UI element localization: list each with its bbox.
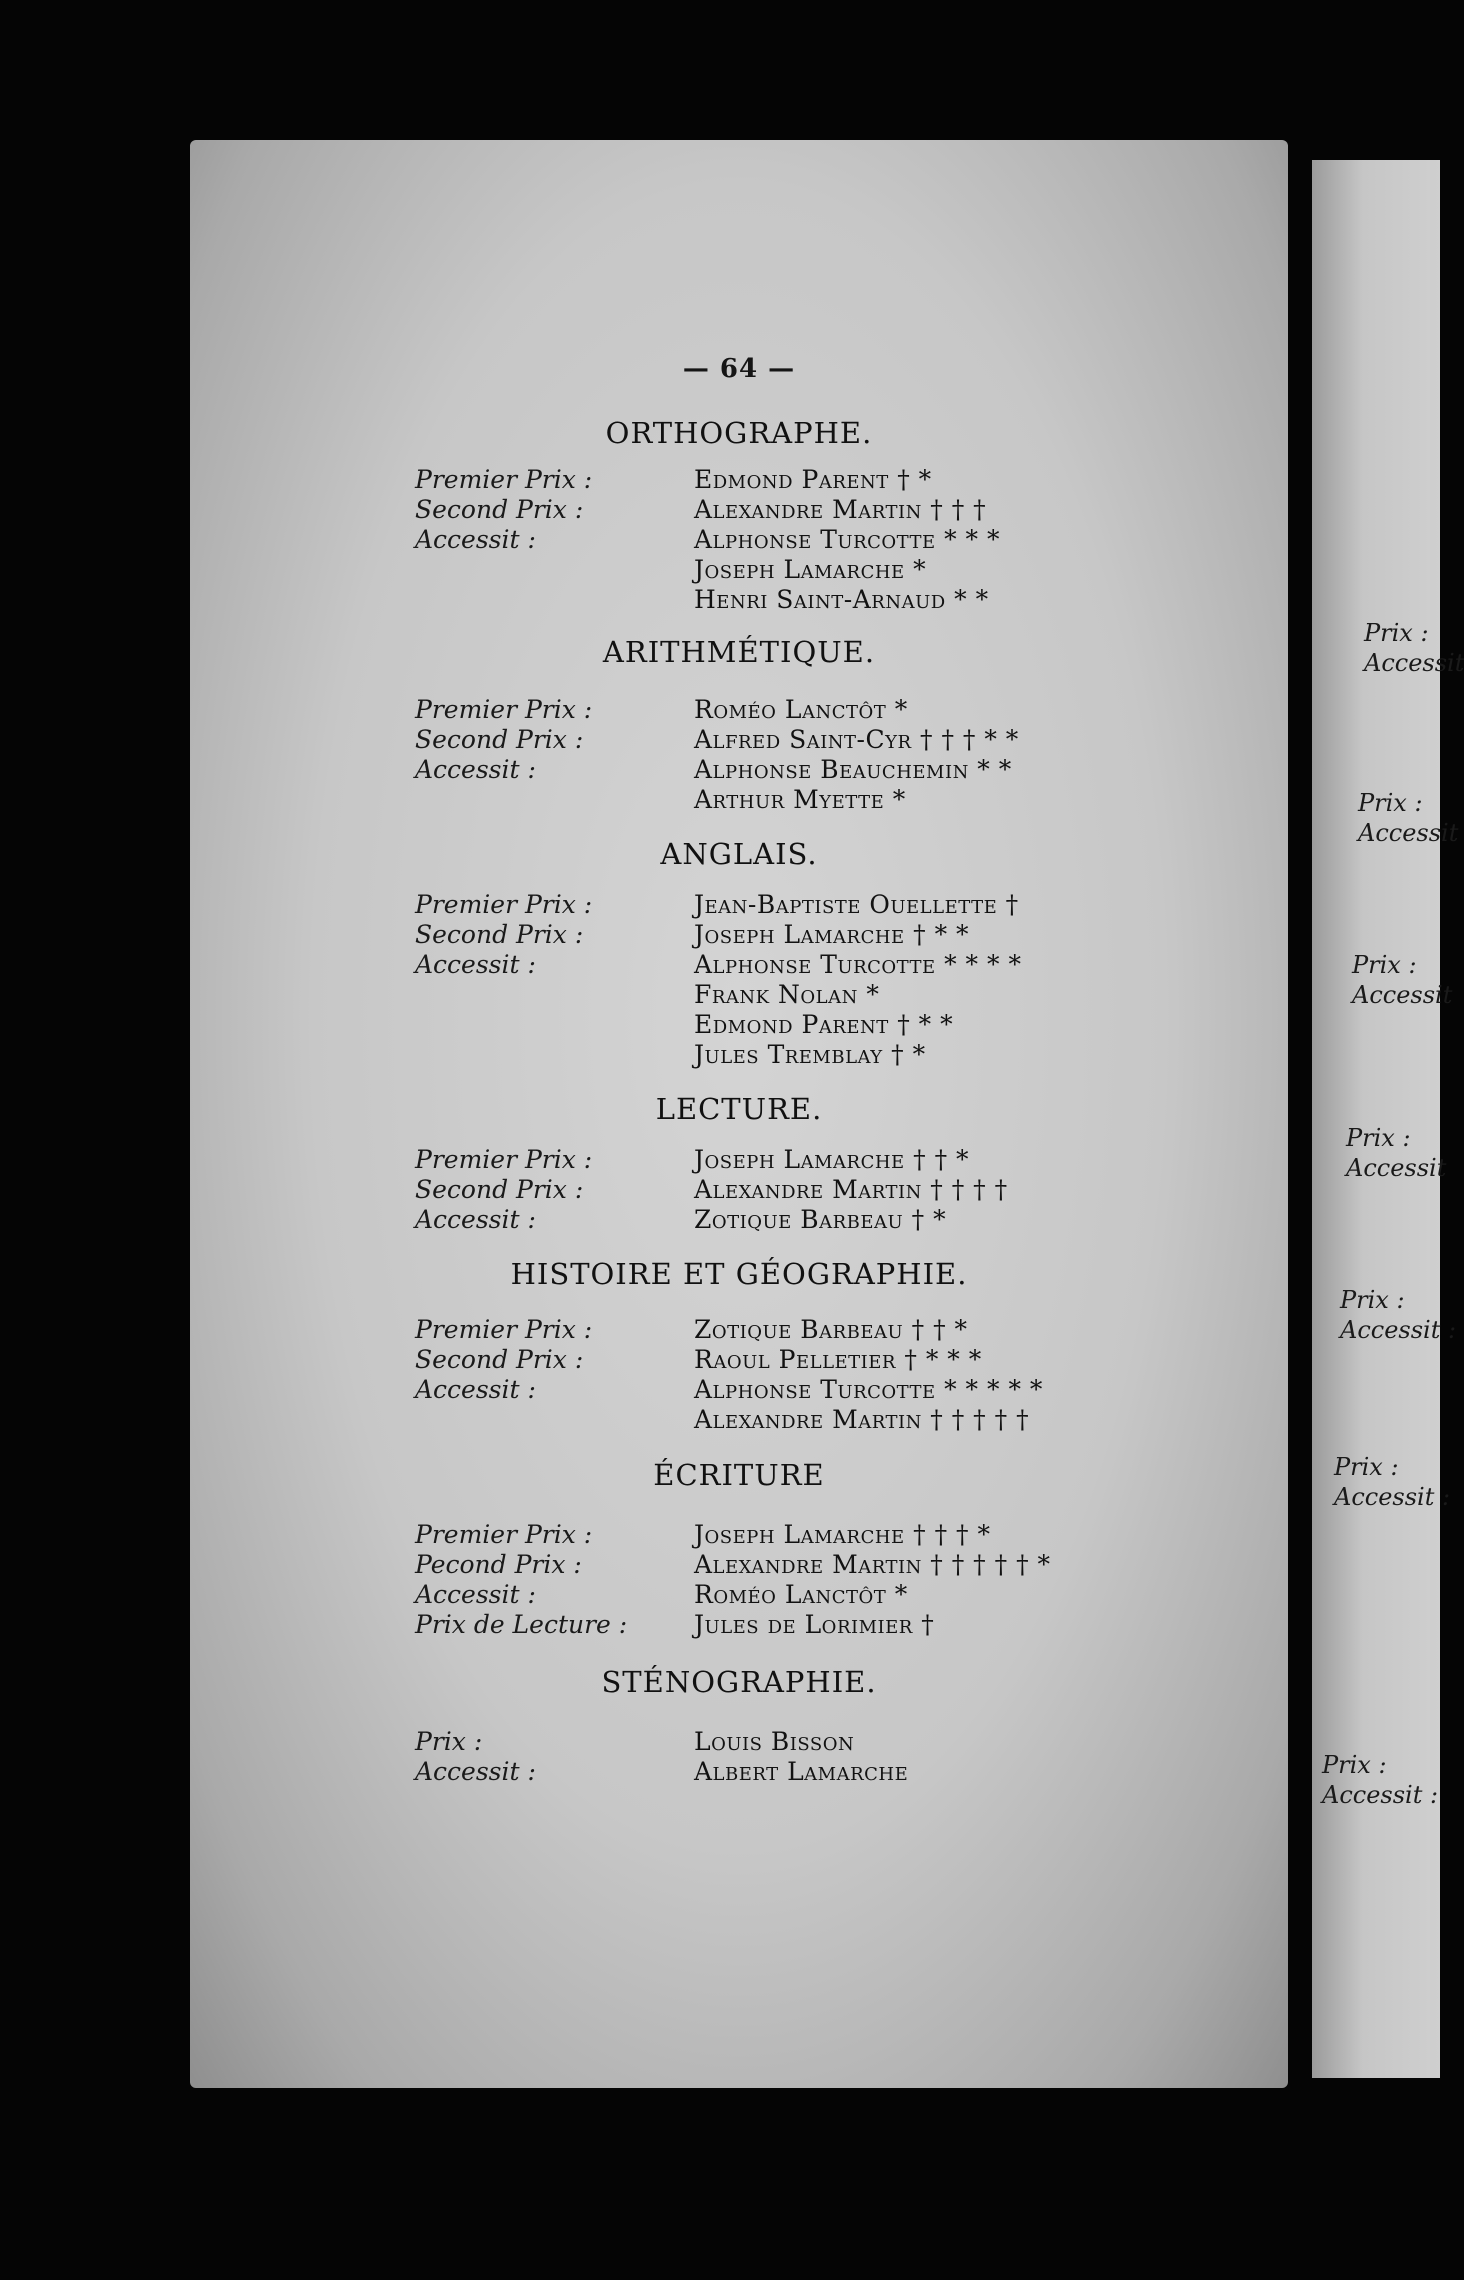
adjacent-page-label: Prix : — [1340, 1286, 1405, 1314]
award-label: Premier Prix : — [415, 1520, 593, 1549]
student-entry: Jules de Lorimier † — [694, 1610, 935, 1639]
student-entry: Roméo Lanctôt * — [694, 695, 908, 724]
section-heading-histoire-geographie: HISTOIRE ET GÉOGRAPHIE. — [510, 1257, 968, 1291]
adjacent-page-label: Prix : — [1346, 1124, 1411, 1152]
award-label: Premier Prix : — [415, 1145, 593, 1174]
award-label: Second Prix : — [415, 1345, 584, 1374]
award-label: Second Prix : — [415, 920, 584, 949]
student-entry: Alphonse Turcotte * * * * — [694, 950, 1022, 979]
student-entry: Zotique Barbeau † † * — [694, 1315, 968, 1344]
section-heading-arithmetique: ARITHMÉTIQUE. — [602, 635, 876, 669]
student-entry: Alfred Saint-Cyr † † † * * — [694, 725, 1019, 754]
award-label: Premier Prix : — [415, 1315, 593, 1344]
adjacent-page-label: Prix : — [1364, 619, 1429, 647]
award-label: Accessit : — [415, 525, 536, 554]
student-entry: Albert Lamarche — [694, 1757, 909, 1786]
award-label: Accessit : — [415, 1205, 536, 1234]
award-label: Second Prix : — [415, 495, 584, 524]
adjacent-page-label: Prix : — [1352, 951, 1417, 979]
section-heading-stenographie: STÉNOGRAPHIE. — [601, 1665, 877, 1699]
student-entry: Zotique Barbeau † * — [694, 1205, 947, 1234]
award-label: Accessit : — [415, 1375, 536, 1404]
award-label: Premier Prix : — [415, 890, 593, 919]
section-heading-ecriture: ÉCRITURE — [653, 1458, 825, 1492]
student-entry: Joseph Lamarche † † † * — [694, 1520, 991, 1549]
student-entry: Raoul Pelletier † * * * — [694, 1345, 982, 1374]
student-entry: Alexandre Martin † † † † — [694, 1175, 1008, 1204]
student-entry: Alexandre Martin † † † † † — [694, 1405, 1030, 1434]
student-entry: Jean-Baptiste Ouellette † — [694, 890, 1019, 919]
adjacent-page-label: Prix : — [1334, 1453, 1399, 1481]
student-entry: Alexandre Martin † † † — [694, 495, 987, 524]
student-entry: Joseph Lamarche † † * — [694, 1145, 970, 1174]
award-label: Pecond Prix : — [415, 1550, 582, 1579]
adjacent-page-label: Accessit : — [1322, 1781, 1439, 1809]
section-heading-orthographe: ORTHOGRAPHE. — [605, 416, 873, 450]
student-entry: Joseph Lamarche † * * — [694, 920, 970, 949]
award-label: Accessit : — [415, 1757, 536, 1786]
award-label: Premier Prix : — [415, 695, 593, 724]
adjacent-page-label: Accessit — [1358, 819, 1459, 847]
student-entry: Louis Bisson — [694, 1727, 855, 1756]
award-label: Accessit : — [415, 755, 536, 784]
award-label: Premier Prix : — [415, 465, 593, 494]
adjacent-page-label: Accessit — [1346, 1154, 1447, 1182]
student-entry: Alphonse Turcotte * * * — [694, 525, 1000, 554]
student-entry: Henri Saint-Arnaud * * — [694, 585, 989, 614]
student-entry: Roméo Lanctôt * — [694, 1580, 908, 1609]
student-entry: Frank Nolan * — [694, 980, 880, 1009]
section-heading-anglais: ANGLAIS. — [660, 837, 818, 871]
adjacent-page-label: Prix : — [1322, 1751, 1387, 1779]
award-label: Accessit : — [415, 950, 536, 979]
adjacent-page-edge — [1312, 160, 1464, 2078]
award-label: Second Prix : — [415, 1175, 584, 1204]
award-label: Accessit : — [415, 1580, 536, 1609]
student-entry: Alphonse Turcotte * * * * * — [694, 1375, 1043, 1404]
adjacent-page-label: Accessit — [1364, 649, 1464, 677]
page-number: — 64 — — [682, 354, 796, 384]
student-entry: Jules Tremblay † * — [694, 1040, 926, 1069]
award-label: Prix : — [415, 1727, 483, 1756]
student-entry: Arthur Myette * — [694, 785, 906, 814]
student-entry: Alexandre Martin † † † † † * — [694, 1550, 1051, 1579]
student-entry: Joseph Lamarche * — [694, 555, 927, 584]
scanned-page — [190, 140, 1288, 2088]
adjacent-page-label: Accessit — [1352, 981, 1453, 1009]
section-heading-lecture: LECTURE. — [655, 1092, 823, 1126]
adjacent-page-label: Prix : — [1358, 789, 1423, 817]
adjacent-page-label: Accessit : — [1334, 1483, 1451, 1511]
adjacent-page-label: Accessit : — [1340, 1316, 1457, 1344]
student-entry: Alphonse Beauchemin * * — [694, 755, 1012, 784]
student-entry: Edmond Parent † * — [694, 465, 932, 494]
award-label: Prix de Lecture : — [415, 1610, 628, 1639]
award-label: Second Prix : — [415, 725, 584, 754]
student-entry: Edmond Parent † * * — [694, 1010, 954, 1039]
